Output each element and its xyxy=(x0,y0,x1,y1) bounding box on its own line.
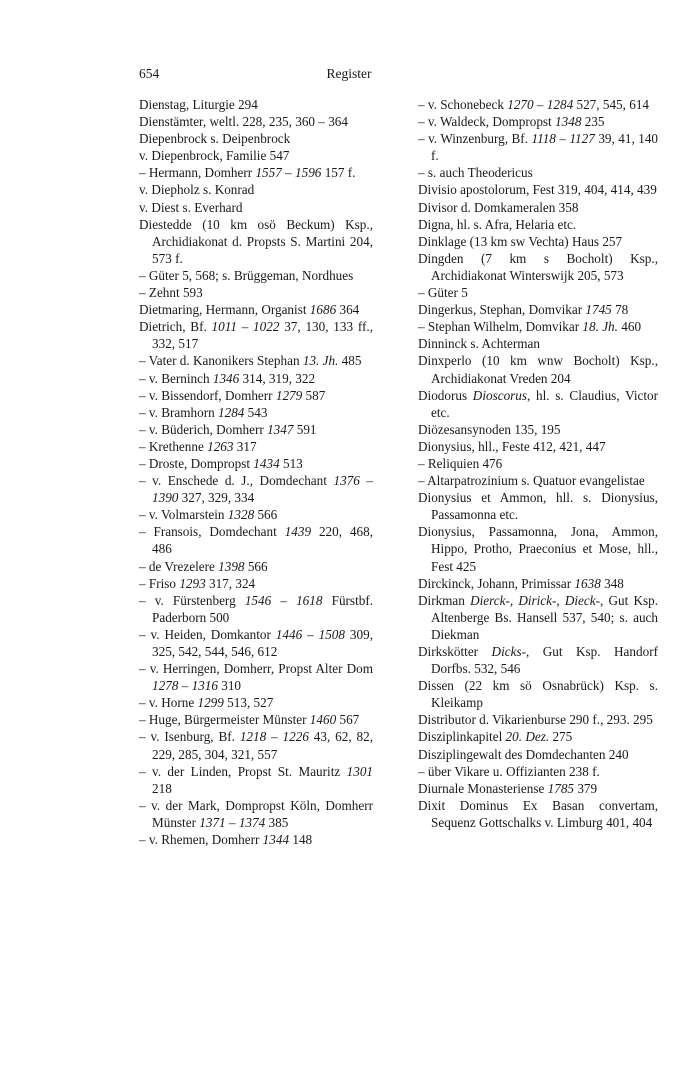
index-entry: v. Diepholz s. Konrad xyxy=(139,182,255,198)
index-entry: Divisor d. Domkameralen 358 xyxy=(418,199,579,215)
index-entry: Diestedde (10 km osö Beckum) Ksp., Archidiakonat d. Propsts S. Martini 204, 573 f. xyxy=(139,216,373,266)
index-entry: Dinninck s. Achterman xyxy=(418,336,540,352)
index-entry: Diurnale Monasteriense 1785 379 xyxy=(418,780,598,796)
index-entry: Dixit Dominus Ex Basan convertam, Sequenz Gottschalks v. Limburg 401, 404 xyxy=(418,797,658,830)
index-entry: – v. Isenburg, Bf. 1218 – 1226 43, 62, 82, 229, 285, 304, 321, 557 xyxy=(139,729,373,762)
index-entry: – Zehnt 593 xyxy=(139,285,203,301)
index-entry: Dionysius, Passamonna, Jona, Ammon, Hippo, Protho, Praeconius et Mose, hll., Fest 425 xyxy=(418,524,658,574)
index-entry: – v. der Mark, Dompropst Köln, Domherr Münster 1371 – 1374 385 xyxy=(139,797,373,830)
index-entry: Distributor d. Vikarienburse 290 f., 293. 295 xyxy=(418,712,653,728)
index-entry: – über Vikare u. Offizianten 238 f. xyxy=(418,763,600,779)
index-entry: Dinxperlo (10 km wnw Bocholt) Ksp., Archidiakonat Vreden 204 xyxy=(418,353,658,386)
index-entry: – v. Schonebeck 1270 – 1284 527, 545, 614 xyxy=(418,97,649,112)
index-entry: Divisio apostolorum, Fest 319, 404, 414, 439 xyxy=(418,182,657,198)
index-entry: – Krethenne 1263 317 xyxy=(139,438,257,454)
index-entry: Dienstag, Liturgie 294 xyxy=(139,97,258,112)
index-column-right xyxy=(418,96,658,831)
index-entry: Dinklage (13 km sw Vechta) Haus 257 xyxy=(418,233,623,249)
index-entry: – Stephan Wilhelm, Domvikar 18. Jh. 460 xyxy=(418,319,642,335)
index-entry: Dionysius et Ammon, hll. s. Dionysius, Passamonna etc. xyxy=(418,490,658,523)
index-entry: Diepenbrock s. Deipenbrock xyxy=(139,131,291,147)
index-entry: v. Diepenbrock, Familie 547 xyxy=(139,148,290,164)
index-entry: Dionysius, hll., Feste 412, 421, 447 xyxy=(418,438,606,454)
index-entry: – v. Winzenburg, Bf. 1118 – 1127 39, 41, 140 f. xyxy=(418,131,659,164)
index-entry: – Huge, Bürgermeister Münster 1460 567 xyxy=(139,712,360,728)
index-entry: Dingden (7 km s Bocholt) Ksp., Archidiakonat Winterswijk 205, 573 xyxy=(418,250,658,283)
index-entry: – v. Fürstenberg 1546 – 1618 Fürstbf. Paderborn 500 xyxy=(139,592,374,625)
page-number: 654 xyxy=(139,66,160,81)
page-header xyxy=(139,66,559,84)
index-entry: Digna, hl. s. Afra, Helaria etc. xyxy=(418,216,577,232)
index-entry: Dingerkus, Stephan, Domvikar 1745 78 xyxy=(418,302,629,318)
index-entry: – s. auch Theodericus xyxy=(418,165,533,181)
index-entry: Dissen (22 km sö Osnabrück) Ksp. s. Kleikamp xyxy=(418,678,658,711)
index-entry: – v. Heiden, Domkantor 1446 – 1508 309, 325, 542, 544, 546, 612 xyxy=(139,626,374,659)
index-entry: – Güter 5, 568; s. Brüggeman, Nordhues xyxy=(139,267,354,283)
index-entry: – v. Herringen, Domherr, Propst Alter Dom 1278 – 1316 310 xyxy=(139,661,373,694)
index-entry: – Droste, Dompropst 1434 513 xyxy=(139,455,303,471)
index-entry: – Hermann, Domherr 1557 – 1596 157 f. xyxy=(139,165,356,181)
index-entry: Disziplinkapitel 20. Dez. 275 xyxy=(418,729,573,745)
index-entry: – Fransois, Domdechant 1439 220, 468, 486 xyxy=(139,524,374,557)
index-entry: – Reliquien 476 xyxy=(418,455,503,471)
index-entry: Dirkskötter Dicks-, Gut Ksp. Handorf Dorfbs. 532, 546 xyxy=(418,644,658,677)
index-entry: Dirkman Dierck-, Dirick-, Dieck-, Gut Ksp. Altenberge Bs. Hansell 537, 540; s. auch Diekman xyxy=(418,592,658,642)
index-entry: – v. Horne 1299 513, 527 xyxy=(139,695,274,711)
index-entry: – Güter 5 xyxy=(418,285,468,301)
index-entry: – de Vrezelere 1398 566 xyxy=(139,558,268,574)
index-entry: – v. Rhemen, Domherr 1344 148 xyxy=(139,832,313,848)
index-entry: – v. der Linden, Propst St. Mauritz 1301 218 xyxy=(139,763,373,796)
index-entry: – v. Büderich, Domherr 1347 591 xyxy=(139,421,317,437)
index-entry: Dietmaring, Hermann, Organist 1686 364 xyxy=(139,302,360,318)
index-entry: Dietrich, Bf. 1011 – 1022 37, 130, 133 ff., 332, 517 xyxy=(139,319,373,352)
index-entry: – Vater d. Kanonikers Stephan 13. Jh. 485 xyxy=(139,353,362,369)
index-entry: – v. Bramhorn 1284 543 xyxy=(139,404,268,420)
index-entry: Dirckinck, Johann, Primissar 1638 348 xyxy=(418,575,624,591)
index-column-left xyxy=(139,96,373,848)
index-entry: v. Diest s. Everhard xyxy=(139,199,243,215)
index-entry: – v. Volmarstein 1328 566 xyxy=(139,507,278,523)
index-entry: – v. Bissendorf, Domherr 1279 587 xyxy=(139,387,326,403)
index-entry: – v. Berninch 1346 314, 319, 322 xyxy=(139,370,316,386)
index-entry: Diözesansynoden 135, 195 xyxy=(418,421,561,437)
index-entry: – Altarpatrozinium s. Quatuor evangelistae xyxy=(418,473,645,489)
running-head-title: Register xyxy=(326,66,372,81)
index-entry: Disziplingewalt des Domdechanten 240 xyxy=(418,746,629,762)
index-entry: Dienstämter, weltl. 228, 235, 360 – 364 xyxy=(139,114,348,130)
index-entry: – v. Enschede d. J., Domdechant 1376 – 1390 327, 329, 334 xyxy=(139,473,374,506)
index-entry: – v. Waldeck, Dompropst 1348 235 xyxy=(418,114,605,130)
index-entry: – Friso 1293 317, 324 xyxy=(139,575,256,591)
index-entry: Diodorus Dioscorus, hl. s. Claudius, Victor etc. xyxy=(418,387,658,420)
